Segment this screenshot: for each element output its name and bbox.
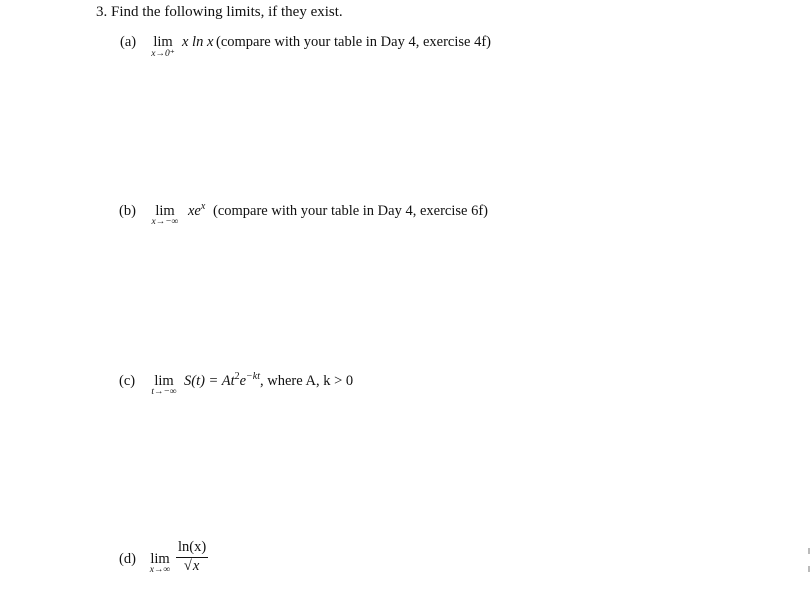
part-a-expression [182, 34, 213, 51]
part-d-limit [145, 551, 175, 575]
part-d-label: (d) [119, 551, 136, 567]
part-c-limit [146, 373, 182, 397]
part-d-lim-word: lim [150, 551, 170, 567]
part-d-radicand: x [192, 558, 200, 574]
part-c-tail: , where A, k > 0 [260, 373, 354, 389]
part-a-label: (a) [120, 34, 137, 50]
part-b-label: (b) [119, 203, 136, 219]
part-b-lim-sub: x→−∞ [151, 217, 179, 227]
part-a-lim-sub: x→0⁺ [151, 49, 175, 59]
part-d-numerator: ln(x) [178, 539, 207, 555]
part-c-lim-sub: t→−∞ [151, 387, 177, 397]
part-c-lim-word: lim [154, 373, 174, 389]
part-b-limit [146, 203, 184, 227]
part-c-sup2: −kt [246, 371, 261, 382]
part-d-denominator [176, 558, 208, 575]
part-c-mid: e [239, 373, 247, 389]
part-c-sup1: 2 [234, 371, 240, 382]
part-b-expression [188, 203, 205, 220]
part-b-note: (compare with your table in Day 4, exercise 6f) [213, 203, 488, 219]
part-a-expr: x ln x [182, 34, 214, 50]
part-c-func: S(t) = At [184, 373, 235, 389]
part-a-note: (compare with your table in Day 4, exercise 4f) [216, 34, 491, 50]
part-b-expr-sup: x [200, 201, 206, 212]
part-d-fraction [176, 539, 208, 575]
problem-title: 3. Find the following limits, if they exist. [96, 4, 343, 20]
part-b-lim-word: lim [155, 203, 175, 219]
part-b-expr-base: xe [188, 203, 201, 219]
part-a-limit [146, 34, 180, 59]
part-a-lim-word: lim [153, 34, 173, 50]
sqrt-icon: √ [183, 558, 192, 574]
part-c-label: (c) [119, 373, 136, 389]
part-c-expression [184, 373, 353, 390]
part-d-lim-sub: x→∞ [149, 565, 171, 575]
